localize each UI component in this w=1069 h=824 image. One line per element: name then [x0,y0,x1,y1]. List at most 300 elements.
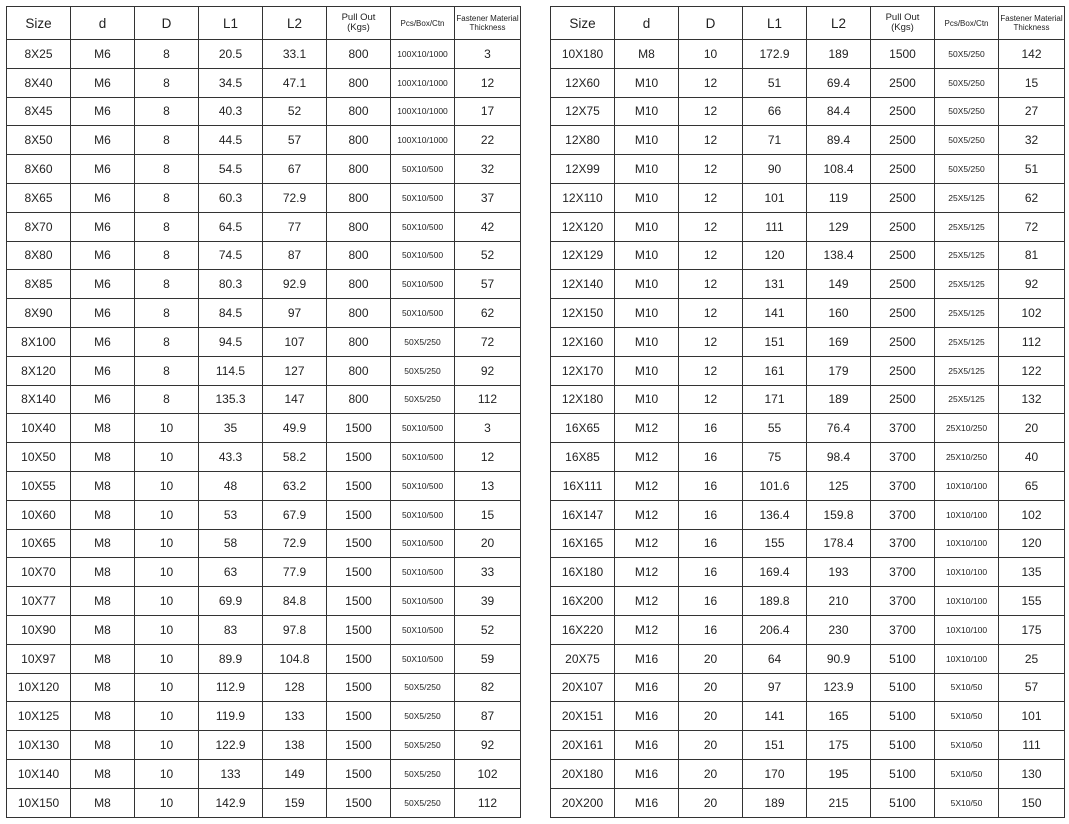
cell-thickness: 12 [455,443,521,472]
cell-l1: 142.9 [199,788,263,817]
cell-l2: 189 [807,40,871,69]
cell-d-small: M8 [71,788,135,817]
cell-l1: 53 [199,500,263,529]
cell-d-small: M12 [615,443,679,472]
cell-d-big: 16 [679,414,743,443]
cell-size: 20X107 [551,673,615,702]
cell-d-big: 12 [679,270,743,299]
cell-pcs: 50X10/500 [391,644,455,673]
cell-size: 12X120 [551,212,615,241]
cell-size: 10X125 [7,702,71,731]
cell-l2: 49.9 [263,414,327,443]
cell-l1: 112.9 [199,673,263,702]
cell-size: 16X200 [551,587,615,616]
cell-d-small: M8 [71,644,135,673]
cell-d-big: 8 [135,299,199,328]
cell-pull-out: 1500 [327,615,391,644]
cell-d-small: M8 [71,702,135,731]
cell-size: 12X140 [551,270,615,299]
cell-pcs: 50X10/500 [391,414,455,443]
cell-d-big: 12 [679,299,743,328]
table-row [7,385,521,414]
cell-d-small: M12 [615,529,679,558]
cell-l1: 84.5 [199,299,263,328]
cell-d-big: 10 [135,788,199,817]
cell-size: 8X120 [7,356,71,385]
cell-thickness: 33 [455,558,521,587]
cell-l1: 101 [743,183,807,212]
cell-l1: 151 [743,327,807,356]
cell-pull-out: 800 [327,327,391,356]
cell-size: 8X25 [7,40,71,69]
cell-thickness: 72 [455,327,521,356]
cell-size: 8X90 [7,299,71,328]
cell-thickness: 155 [999,587,1065,616]
cell-thickness: 72 [999,212,1065,241]
cell-thickness: 51 [999,155,1065,184]
cell-size: 12X99 [551,155,615,184]
cell-l2: 119 [807,183,871,212]
cell-d-big: 10 [135,759,199,788]
cell-size: 10X50 [7,443,71,472]
cell-l2: 169 [807,327,871,356]
cell-l2: 138 [263,731,327,760]
cell-d-small: M12 [615,615,679,644]
cell-pcs: 50X10/500 [391,183,455,212]
cell-d-small: M12 [615,500,679,529]
cell-d-big: 8 [135,385,199,414]
cell-pcs: 25X5/125 [935,327,999,356]
cell-thickness: 102 [999,299,1065,328]
cell-pcs: 5X10/50 [935,731,999,760]
cell-d-small: M6 [71,183,135,212]
cell-l2: 230 [807,615,871,644]
cell-d-big: 8 [135,356,199,385]
cell-l2: 149 [807,270,871,299]
cell-l2: 128 [263,673,327,702]
cell-l1: 60.3 [199,183,263,212]
cell-pull-out: 800 [327,126,391,155]
cell-l1: 43.3 [199,443,263,472]
cell-pull-out: 3700 [871,615,935,644]
cell-d-small: M8 [71,731,135,760]
cell-pull-out: 5100 [871,673,935,702]
table-row [7,68,521,97]
cell-pull-out: 1500 [327,558,391,587]
cell-thickness: 32 [999,126,1065,155]
cell-d-big: 8 [135,241,199,270]
table-row [551,356,1065,385]
header-pcs: Pcs/Box/Ctn [391,7,455,40]
cell-thickness: 62 [999,183,1065,212]
cell-l1: 170 [743,759,807,788]
cell-d-small: M10 [615,126,679,155]
header-pull-out: Pull Out (Kgs) [871,7,935,40]
cell-size: 20X75 [551,644,615,673]
cell-pull-out: 3700 [871,414,935,443]
table-row [551,183,1065,212]
cell-pull-out: 1500 [327,644,391,673]
cell-d-big: 16 [679,615,743,644]
cell-pull-out: 800 [327,97,391,126]
cell-l2: 178.4 [807,529,871,558]
cell-thickness: 22 [455,126,521,155]
cell-d-small: M10 [615,155,679,184]
cell-l2: 63.2 [263,471,327,500]
cell-d-small: M8 [71,500,135,529]
table-row [551,385,1065,414]
cell-l2: 33.1 [263,40,327,69]
cell-l1: 34.5 [199,68,263,97]
table-row [551,500,1065,529]
table-row [551,126,1065,155]
cell-d-small: M8 [615,40,679,69]
cell-l2: 175 [807,731,871,760]
cell-size: 10X77 [7,587,71,616]
cell-thickness: 111 [999,731,1065,760]
cell-pcs: 50X5/250 [391,327,455,356]
cell-d-big: 12 [679,126,743,155]
cell-thickness: 32 [455,155,521,184]
cell-d-big: 10 [135,673,199,702]
table-row [7,414,521,443]
cell-l2: 97 [263,299,327,328]
cell-thickness: 92 [455,731,521,760]
cell-l1: 155 [743,529,807,558]
cell-l1: 141 [743,299,807,328]
cell-d-big: 8 [135,155,199,184]
cell-thickness: 112 [455,788,521,817]
cell-d-small: M10 [615,385,679,414]
cell-d-big: 20 [679,731,743,760]
cell-l2: 123.9 [807,673,871,702]
cell-thickness: 142 [999,40,1065,69]
cell-d-big: 10 [135,702,199,731]
header-l1: L1 [199,7,263,40]
cell-pcs: 50X5/250 [935,155,999,184]
cell-d-small: M12 [615,558,679,587]
cell-thickness: 92 [999,270,1065,299]
cell-pcs: 25X5/125 [935,183,999,212]
cell-d-big: 8 [135,68,199,97]
cell-pull-out: 800 [327,68,391,97]
cell-l2: 77 [263,212,327,241]
cell-pull-out: 5100 [871,702,935,731]
cell-d-small: M8 [71,673,135,702]
header-l2: L2 [807,7,871,40]
table-row [7,97,521,126]
cell-size: 16X85 [551,443,615,472]
cell-pull-out: 1500 [327,702,391,731]
cell-pcs: 10X10/100 [935,529,999,558]
cell-d-big: 16 [679,471,743,500]
cell-size: 8X100 [7,327,71,356]
cell-thickness: 17 [455,97,521,126]
table-row [551,759,1065,788]
cell-d-big: 20 [679,673,743,702]
cell-d-small: M10 [615,270,679,299]
header-pull-out: Pull Out (Kgs) [327,7,391,40]
cell-l1: 136.4 [743,500,807,529]
cell-d-small: M6 [71,327,135,356]
header-pcs: Pcs/Box/Ctn [935,7,999,40]
table-row [7,529,521,558]
cell-size: 16X111 [551,471,615,500]
cell-d-small: M6 [71,40,135,69]
cell-pull-out: 1500 [327,443,391,472]
cell-pcs: 25X5/125 [935,270,999,299]
table-row [551,40,1065,69]
table-row [7,500,521,529]
table-row [7,183,521,212]
cell-pcs: 100X10/1000 [391,126,455,155]
cell-pull-out: 800 [327,270,391,299]
cell-d-small: M16 [615,731,679,760]
cell-pcs: 25X10/250 [935,443,999,472]
cell-size: 8X45 [7,97,71,126]
cell-pull-out: 2500 [871,327,935,356]
cell-l1: 55 [743,414,807,443]
cell-size: 20X161 [551,731,615,760]
cell-d-big: 10 [135,443,199,472]
cell-d-big: 20 [679,788,743,817]
cell-pcs: 50X10/500 [391,270,455,299]
cell-size: 12X170 [551,356,615,385]
cell-l2: 72.9 [263,183,327,212]
cell-d-small: M10 [615,68,679,97]
cell-l1: 119.9 [199,702,263,731]
cell-l1: 161 [743,356,807,385]
cell-thickness: 132 [999,385,1065,414]
cell-pcs: 25X5/125 [935,385,999,414]
cell-pull-out: 2500 [871,183,935,212]
cell-thickness: 122 [999,356,1065,385]
cell-pcs: 10X10/100 [935,644,999,673]
table-row [551,241,1065,270]
cell-d-small: M6 [71,270,135,299]
cell-l2: 189 [807,385,871,414]
cell-l2: 107 [263,327,327,356]
cell-d-big: 16 [679,558,743,587]
table-row [7,558,521,587]
cell-pcs: 10X10/100 [935,587,999,616]
cell-size: 12X180 [551,385,615,414]
cell-d-big: 10 [135,529,199,558]
cell-thickness: 150 [999,788,1065,817]
table-row [551,97,1065,126]
cell-thickness: 57 [455,270,521,299]
table-row [551,270,1065,299]
cell-pcs: 50X5/250 [935,126,999,155]
cell-d-small: M12 [615,587,679,616]
cell-size: 8X70 [7,212,71,241]
cell-pcs: 100X10/1000 [391,97,455,126]
cell-d-big: 20 [679,644,743,673]
cell-size: 10X180 [551,40,615,69]
cell-size: 10X55 [7,471,71,500]
cell-pcs: 50X10/500 [391,615,455,644]
cell-l2: 87 [263,241,327,270]
cell-l1: 80.3 [199,270,263,299]
cell-d-small: M6 [71,385,135,414]
table-row [7,327,521,356]
cell-d-big: 10 [135,615,199,644]
cell-l1: 20.5 [199,40,263,69]
cell-pcs: 10X10/100 [935,615,999,644]
cell-pcs: 50X10/500 [391,155,455,184]
cell-pcs: 50X10/500 [391,529,455,558]
cell-d-small: M10 [615,299,679,328]
cell-size: 16X165 [551,529,615,558]
cell-d-big: 8 [135,97,199,126]
cell-d-small: M8 [71,529,135,558]
cell-l2: 210 [807,587,871,616]
cell-d-big: 8 [135,126,199,155]
cell-pcs: 5X10/50 [935,673,999,702]
cell-pcs: 50X10/500 [391,558,455,587]
table-row [551,68,1065,97]
cell-size: 10X70 [7,558,71,587]
cell-l2: 89.4 [807,126,871,155]
cell-l1: 171 [743,385,807,414]
cell-pull-out: 800 [327,40,391,69]
cell-size: 8X140 [7,385,71,414]
cell-d-big: 8 [135,183,199,212]
cell-l2: 179 [807,356,871,385]
cell-size: 10X150 [7,788,71,817]
cell-pull-out: 1500 [327,414,391,443]
cell-d-small: M8 [71,471,135,500]
table-row [7,644,521,673]
cell-pcs: 100X10/1000 [391,40,455,69]
cell-l2: 193 [807,558,871,587]
table-row [7,356,521,385]
cell-pull-out: 800 [327,155,391,184]
cell-d-small: M6 [71,68,135,97]
cell-d-small: M8 [71,759,135,788]
cell-l1: 40.3 [199,97,263,126]
table-header [551,7,1065,40]
cell-size: 20X200 [551,788,615,817]
cell-l2: 127 [263,356,327,385]
cell-l2: 67.9 [263,500,327,529]
cell-pull-out: 3700 [871,443,935,472]
cell-d-big: 12 [679,212,743,241]
table-row [551,529,1065,558]
cell-l2: 84.4 [807,97,871,126]
cell-thickness: 15 [999,68,1065,97]
cell-pull-out: 1500 [871,40,935,69]
cell-l1: 90 [743,155,807,184]
cell-l1: 189 [743,788,807,817]
cell-pcs: 25X5/125 [935,241,999,270]
cell-l2: 72.9 [263,529,327,558]
spec-table-left [6,6,521,818]
cell-thickness: 59 [455,644,521,673]
table-row [7,587,521,616]
cell-d-big: 12 [679,241,743,270]
cell-pcs: 10X10/100 [935,500,999,529]
table-row [551,443,1065,472]
cell-pull-out: 3700 [871,471,935,500]
table-row [7,788,521,817]
spec-table-right [550,6,1065,818]
cell-thickness: 57 [999,673,1065,702]
cell-size: 8X60 [7,155,71,184]
cell-d-small: M10 [615,212,679,241]
table-row [7,241,521,270]
cell-d-big: 12 [679,97,743,126]
cell-pull-out: 800 [327,356,391,385]
cell-pcs: 50X10/500 [391,500,455,529]
table-row [551,673,1065,702]
cell-d-small: M10 [615,356,679,385]
cell-size: 10X65 [7,529,71,558]
cell-size: 10X90 [7,615,71,644]
cell-l1: 69.9 [199,587,263,616]
table-row [7,155,521,184]
cell-pull-out: 1500 [327,587,391,616]
cell-d-big: 10 [135,558,199,587]
cell-pull-out: 2500 [871,212,935,241]
cell-l1: 122.9 [199,731,263,760]
cell-pcs: 50X10/500 [391,212,455,241]
cell-pull-out: 2500 [871,97,935,126]
cell-pcs: 50X10/500 [391,241,455,270]
cell-d-big: 8 [135,270,199,299]
cell-l1: 189.8 [743,587,807,616]
table-row [7,40,521,69]
table-row [551,644,1065,673]
cell-thickness: 112 [999,327,1065,356]
cell-l1: 64.5 [199,212,263,241]
cell-l2: 159.8 [807,500,871,529]
cell-pull-out: 2500 [871,68,935,97]
cell-l2: 47.1 [263,68,327,97]
cell-l1: 83 [199,615,263,644]
cell-d-small: M8 [71,587,135,616]
cell-pcs: 50X5/250 [391,788,455,817]
table-row [7,270,521,299]
table-row [7,702,521,731]
cell-l2: 129 [807,212,871,241]
cell-d-big: 12 [679,327,743,356]
cell-pull-out: 1500 [327,471,391,500]
cell-l2: 165 [807,702,871,731]
cell-size: 8X80 [7,241,71,270]
cell-pull-out: 2500 [871,270,935,299]
cell-l1: 66 [743,97,807,126]
table-header [7,7,521,40]
cell-l1: 206.4 [743,615,807,644]
cell-l2: 92.9 [263,270,327,299]
cell-thickness: 13 [455,471,521,500]
cell-d-big: 16 [679,443,743,472]
cell-thickness: 120 [999,529,1065,558]
cell-l1: 44.5 [199,126,263,155]
cell-thickness: 102 [455,759,521,788]
cell-size: 10X60 [7,500,71,529]
cell-l1: 172.9 [743,40,807,69]
header-d-small: d [615,7,679,40]
cell-d-small: M10 [615,183,679,212]
cell-d-small: M12 [615,414,679,443]
table-row [551,558,1065,587]
cell-size: 12X160 [551,327,615,356]
cell-size: 16X65 [551,414,615,443]
cell-l2: 159 [263,788,327,817]
cell-thickness: 175 [999,615,1065,644]
